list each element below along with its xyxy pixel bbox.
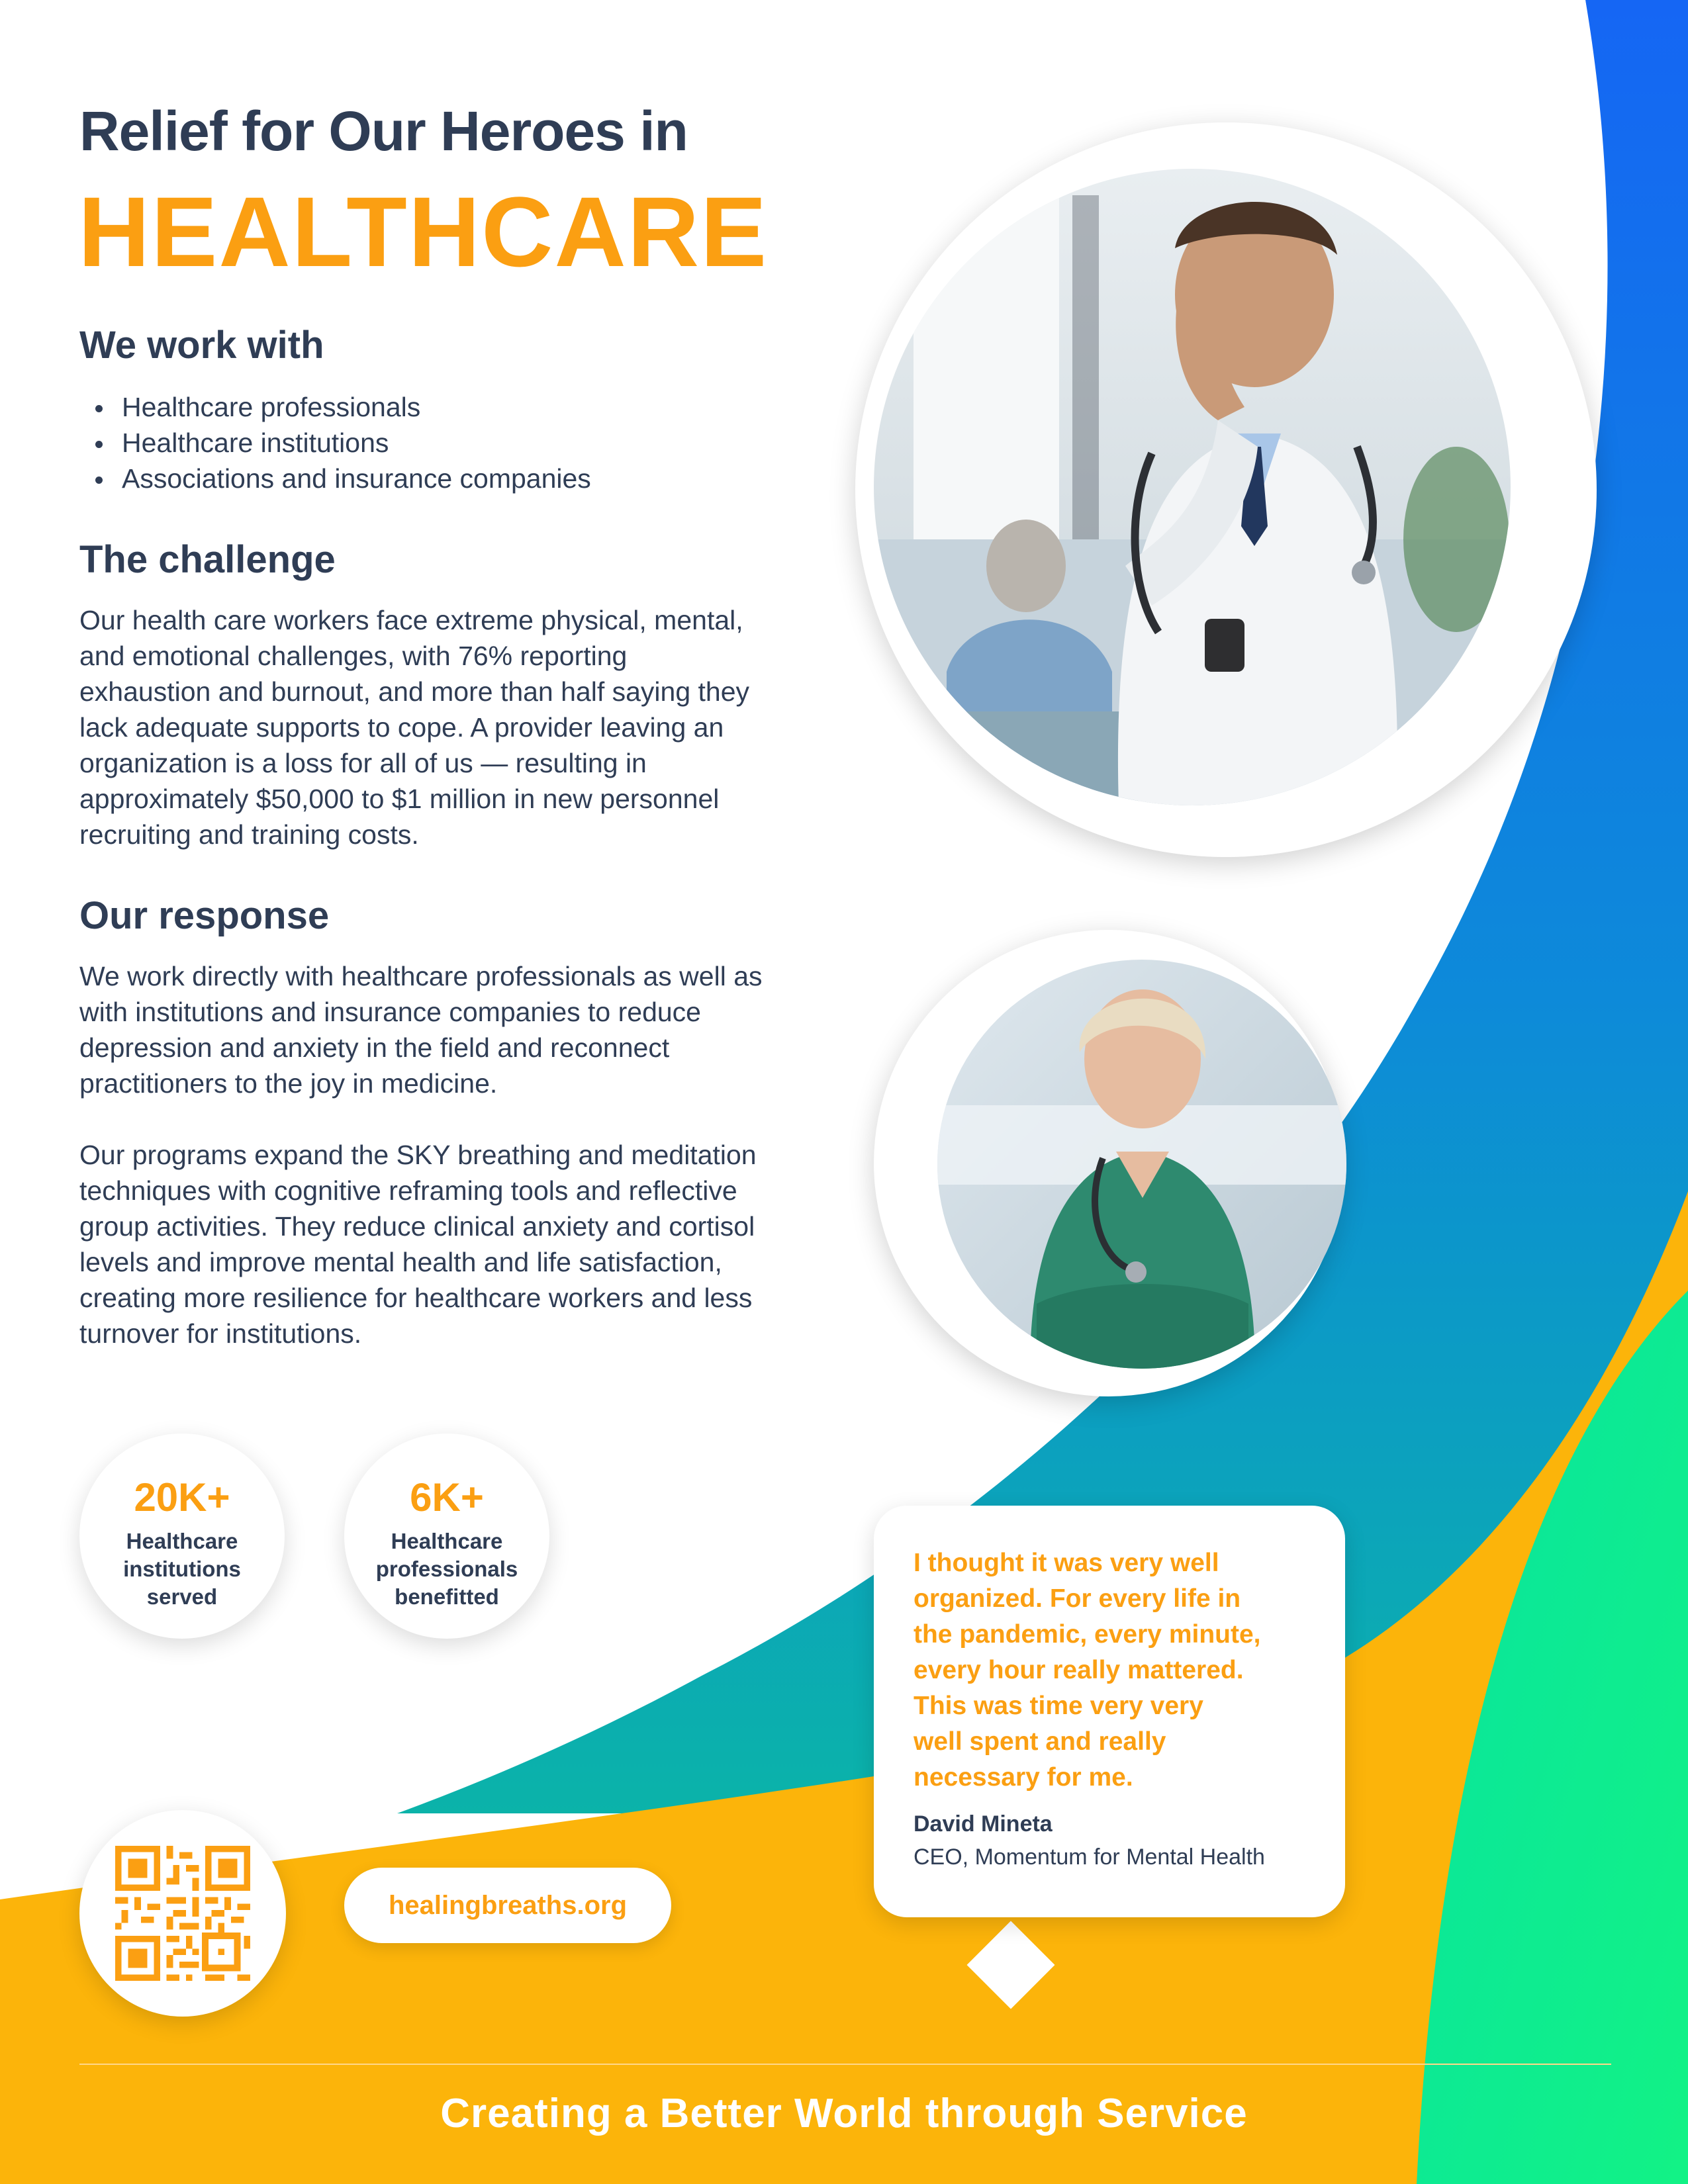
qr-code-badge[interactable] bbox=[79, 1810, 286, 2017]
doctor-photo bbox=[874, 169, 1511, 805]
stat-label: Healthcare professionals benefitted bbox=[375, 1529, 518, 1609]
testimonial-card bbox=[874, 1506, 1345, 1917]
title-line-1: Relief for Our Heroes in bbox=[79, 100, 688, 162]
testimonial-author-name: David Mineta bbox=[914, 1811, 1053, 1837]
qr-code-icon bbox=[115, 1846, 250, 1981]
nurse-photo bbox=[937, 960, 1346, 1369]
website-link[interactable]: healingbreaths.org bbox=[344, 1868, 671, 1943]
response-paragraph-2: Our programs expand the SKY breathing and meditation techniques with cognitive reframing tools and reflective group activities. They reduce clinical anxiety and cortisol levels and improve mental health and life satisfaction, creating more resilience for healthcare workers and less turnover for institutions. bbox=[79, 1140, 757, 1349]
testimonial-author-role: CEO, Momentum for Mental Health bbox=[914, 1844, 1265, 1870]
heading-the-challenge: The challenge bbox=[79, 538, 336, 581]
list-item: Healthcare institutions bbox=[79, 425, 591, 461]
footer-tagline: Creating a Better World through Service bbox=[440, 2091, 1248, 2136]
stat-professionals bbox=[344, 1433, 549, 1639]
heading-we-work-with: We work with bbox=[79, 324, 324, 367]
list-item: Associations and insurance companies bbox=[79, 461, 591, 496]
quote-card-pointer bbox=[967, 1921, 1055, 2009]
title-line-2: HEALTHCARE bbox=[78, 176, 769, 287]
response-paragraph-1: We work directly with healthcare professionals as well as with institutions and insurance companies to reduce depression and anxiety in the field and reconnect practitioners to the joy in medicine. bbox=[79, 961, 763, 1099]
list-item: Healthcare professionals bbox=[79, 389, 591, 425]
footer-divider bbox=[79, 2064, 1611, 2065]
stat-value: 20K+ bbox=[134, 1475, 230, 1520]
stat-value: 6K+ bbox=[410, 1475, 484, 1520]
stat-institutions bbox=[79, 1433, 285, 1639]
challenge-paragraph: Our health care workers face extreme physical, mental, and emotional challenges, with 76% reporting exhaustion and burnout, and more than half saying they lack adequate supports to cope. A provider leaving an organization is a loss for all of us — resulting in approximately $50,000 to $1 million in new personnel recruiting and training costs. bbox=[79, 605, 750, 850]
stat-label: Healthcare institutions served bbox=[123, 1529, 241, 1609]
heading-our-response: Our response bbox=[79, 894, 330, 937]
work-with-list bbox=[79, 389, 591, 496]
testimonial-quote: I thought it was very well organized. For every life in the pandemic, every minute, every hour really mattered. This was time very very well spent and really necessary for me. bbox=[914, 1549, 1261, 1792]
